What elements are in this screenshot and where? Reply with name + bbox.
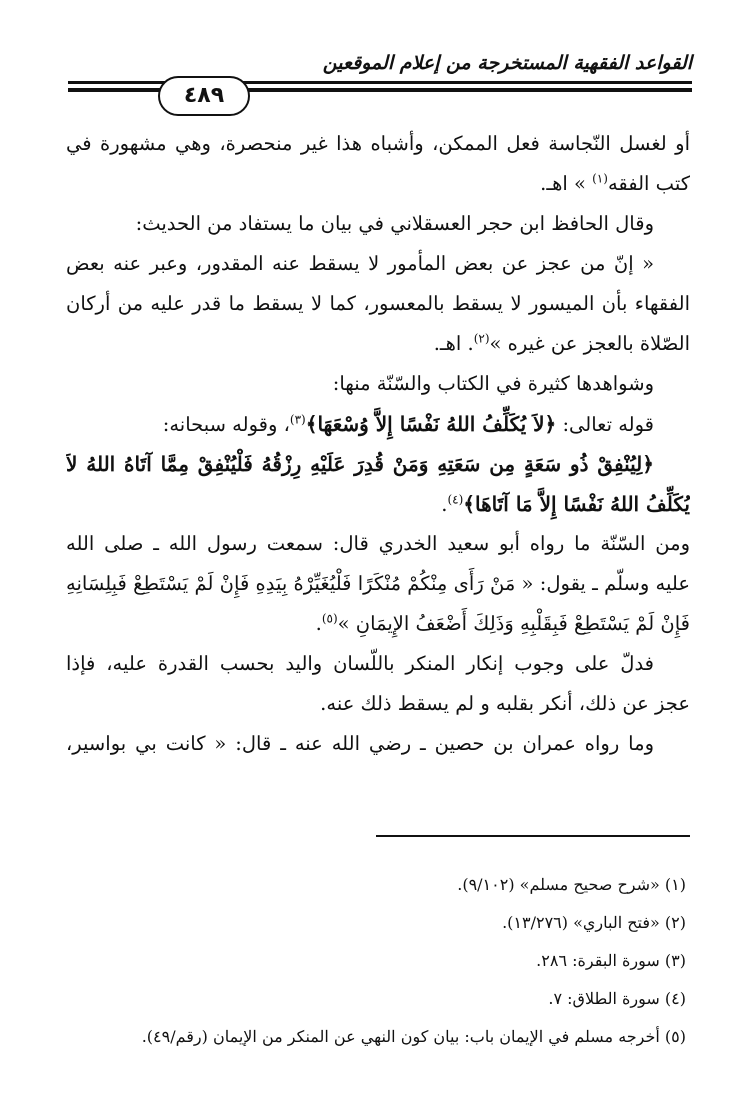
- text-line: أو لغسل النّجاسة فعل الممكن، وأشباه هذا غير منحصرة، وهي مشهورة في: [66, 132, 690, 155]
- text-line: كتب الفقه$^{(١)}$ » اهـ.: [540, 171, 690, 195]
- text-line: ومن السّنّة ما رواه أبو سعيد الخدري قال: سمعت رسول الله ـ صلى الله: [66, 532, 690, 555]
- text-line: وما رواه عمران بن حصين ـ رضي الله عنه ـ قال: « كانت بي بواسير،: [66, 732, 654, 755]
- running-header-title: القواعد الفقهية المستخرجة من إعلام الموقعين: [322, 52, 692, 74]
- text-line: قوله تعالى: ﴿لاَ يُكَلِّفُ اللهُ نَفْسًا إِلاَّ وُسْعَهَا﴾$^{(٣)}$، وقوله سبحانه:: [162, 412, 654, 436]
- footnote: (٥) أخرجه مسلم في الإيمان باب: بيان كون النهي عن المنكر من الإيمان (رقم/٤٩).: [141, 1027, 686, 1046]
- footnote-ref: (٣): [289, 412, 306, 427]
- text-line: فدلّ على وجوب إنكار المنكر باللّسان واليد بحسب القدرة عليه، فإذا: [66, 652, 654, 675]
- main-text: [66, 124, 690, 764]
- text-line: « إنّ من عجز عن بعض المأمور لا يسقط عنه المقدور، وعبر عنه بعض: [66, 252, 654, 275]
- text-line: فَإِنْ لَمْ يَسْتَطِعْ فَبِقَلْبِهِ وَذَلِكَ أَضْعَفُ الإِيمَانِ »$^{(٥)}$.: [315, 611, 690, 635]
- text-line: الفقهاء بأن الميسور لا يسقط بالمعسور، كما لا يسقط ما قدر عليه من أركان: [66, 292, 690, 315]
- footnote: (٣) سورة البقرة: ٢٨٦.: [536, 951, 686, 970]
- footnote-ref: (٢): [473, 331, 490, 346]
- footnotes: [60, 866, 690, 1056]
- text-line: وشواهدها كثيرة في الكتاب والسّنّة منها:: [332, 372, 654, 395]
- text-line: عليه وسلّم ـ يقول: « مَنْ رَأَى مِنْكُمْ مُنْكَرًا فَلْيُغَيِّرْهُ بِيَدِهِ فَإِنْ لَمْ يَسْتَطِعْ فَبِلِسَانِهِ: [66, 572, 690, 595]
- footnote-divider: [376, 835, 690, 837]
- page-number: ٤٨٩: [158, 76, 250, 116]
- text-line: الصّلاة بالعجز عن غيره »$^{(٢)}$. اهـ.: [433, 331, 690, 355]
- footnote: (١) «شرح صحيح مسلم» (٩/١٠٢).: [457, 875, 686, 894]
- footnote: (٤) سورة الطلاق: ٧.: [548, 989, 686, 1008]
- quran-verse: يُكَلِّفُ اللهُ نَفْسًا إِلاَّ مَا آتَاهَا﴾: [463, 492, 690, 516]
- footnote-ref: (٥): [321, 611, 338, 626]
- text-line: يُكَلِّفُ اللهُ نَفْسًا إِلاَّ مَا آتَاهَا﴾$^{(٤)}$.: [441, 492, 690, 516]
- quran-verse-line: ﴿لِيُنْفِقْ ذُو سَعَةٍ مِن سَعَتِهِ وَمَنْ قُدِرَ عَلَيْهِ رِزْقُهُ فَلْيُنْفِقْ مِمَّا آتَاهُ اللهُ لاَ: [66, 452, 654, 476]
- footnote: (٢) «فتح الباري» (١٣/٢٧٦).: [502, 913, 686, 932]
- footnote-ref: (٤): [447, 492, 464, 507]
- quran-verse: ﴿لاَ يُكَلِّفُ اللهُ نَفْسًا إِلاَّ وُسْعَهَا﴾: [305, 412, 557, 436]
- text-line: وقال الحافظ ابن حجر العسقلاني في بيان ما يستفاد من الحديث:: [135, 212, 654, 235]
- text-line: عجز عن ذلك، أنكر بقلبه و لم يسقط ذلك عنه.: [320, 692, 690, 715]
- footnote-ref: (١): [592, 171, 608, 186]
